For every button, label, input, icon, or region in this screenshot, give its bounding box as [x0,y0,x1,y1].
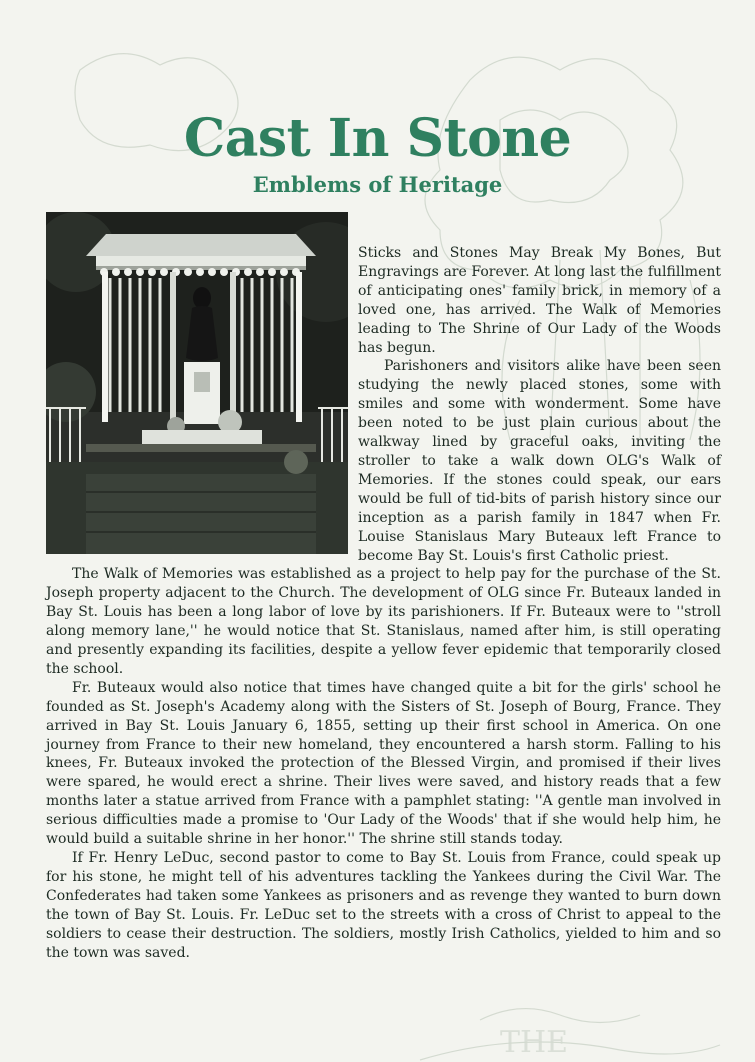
photo-wrap-spacer [46,244,358,553]
article-title: Cast In Stone [183,108,572,169]
paragraph-4: Fr. Buteaux would also notice that times have changed quite a bit for the girls' school he founded as St. Joseph's Academy along with the Sisters of St. Joseph of Bourg, France. They arrived in Bay St. Louis January 6, 1855, setting up their first school in America. On one journey from France to their new homeland, they encountered a harsh storm. Falling to his knees, Fr. Buteaux invoked the protection of the Blessed Virgin, and promised if their lives were spared, he would erect a shrine. Their lives were saved, and history reads that a few months later a statue arrived from France with a pamphlet stating: ''A gentle man involved in serious difficulties made a promise to 'Our Lady of the Woods' that if she would help him, he would build a suitable shrine in her honor.'' The shrine still stands today. [46,679,721,848]
paragraph-2: Parishoners and visitors alike have been seen studying the newly placed stones, some with smiles and some with wonderment. Some have been noted to be just plain curious about the walkway lined by graceful oaks, inviting the stroller to take a walk down OLG's Walk of Memories. If the stones could speak, our ears would be full of tid-bits of parish history since our inception as a parish family in 1847 when Fr. Louise Stanislaus Mary Buteaux left France to become Bay St. Louis's first Catholic priest. [358,358,721,564]
paragraph-3: The Walk of Memories was established as a project to help pay for the purchase of the St. Joseph property adjacent to the Church. The development of OLG since Fr. Buteaux landed in Bay St. Louis has been a long labor of love by its parishioners. If Fr. Buteaux were to ''stroll along memory lane,'' he would notice that St. Stanislaus, named after him, is still operating and presently expanding its facilities, despite a yellow fever epidemic that temporarily closed the school. [46,566,721,677]
article-subtitle: Emblems of Heritage [252,172,503,197]
paragraph-5: If Fr. Henry LeDuc, second pastor to come to Bay St. Louis from France, could speak up for his stone, he might tell of his adventures tackling the Yankees during the Civil War. The Confederates had taken some Yankees as prisoners and as revenge they wanted to burn down the town of Bay St. Louis. Fr. LeDuc set to the streets with a cross of Christ to appeal to the soldiers to cease their destruction. The soldiers, mostly Irish Catholics, yielded to him and so the town was saved. [46,850,721,961]
paragraph-1: Sticks and Stones May Break My Bones, But Engravings are Forever. At long last the fulfillment of anticipating ones' family brick, in memory of a loved one, has arrived. The Walk of Memories leading to The Shrine of Our Lady of the Woods has begun. [358,245,721,356]
article-body [46,244,721,962]
svg-text:THE: THE [500,1025,569,1060]
